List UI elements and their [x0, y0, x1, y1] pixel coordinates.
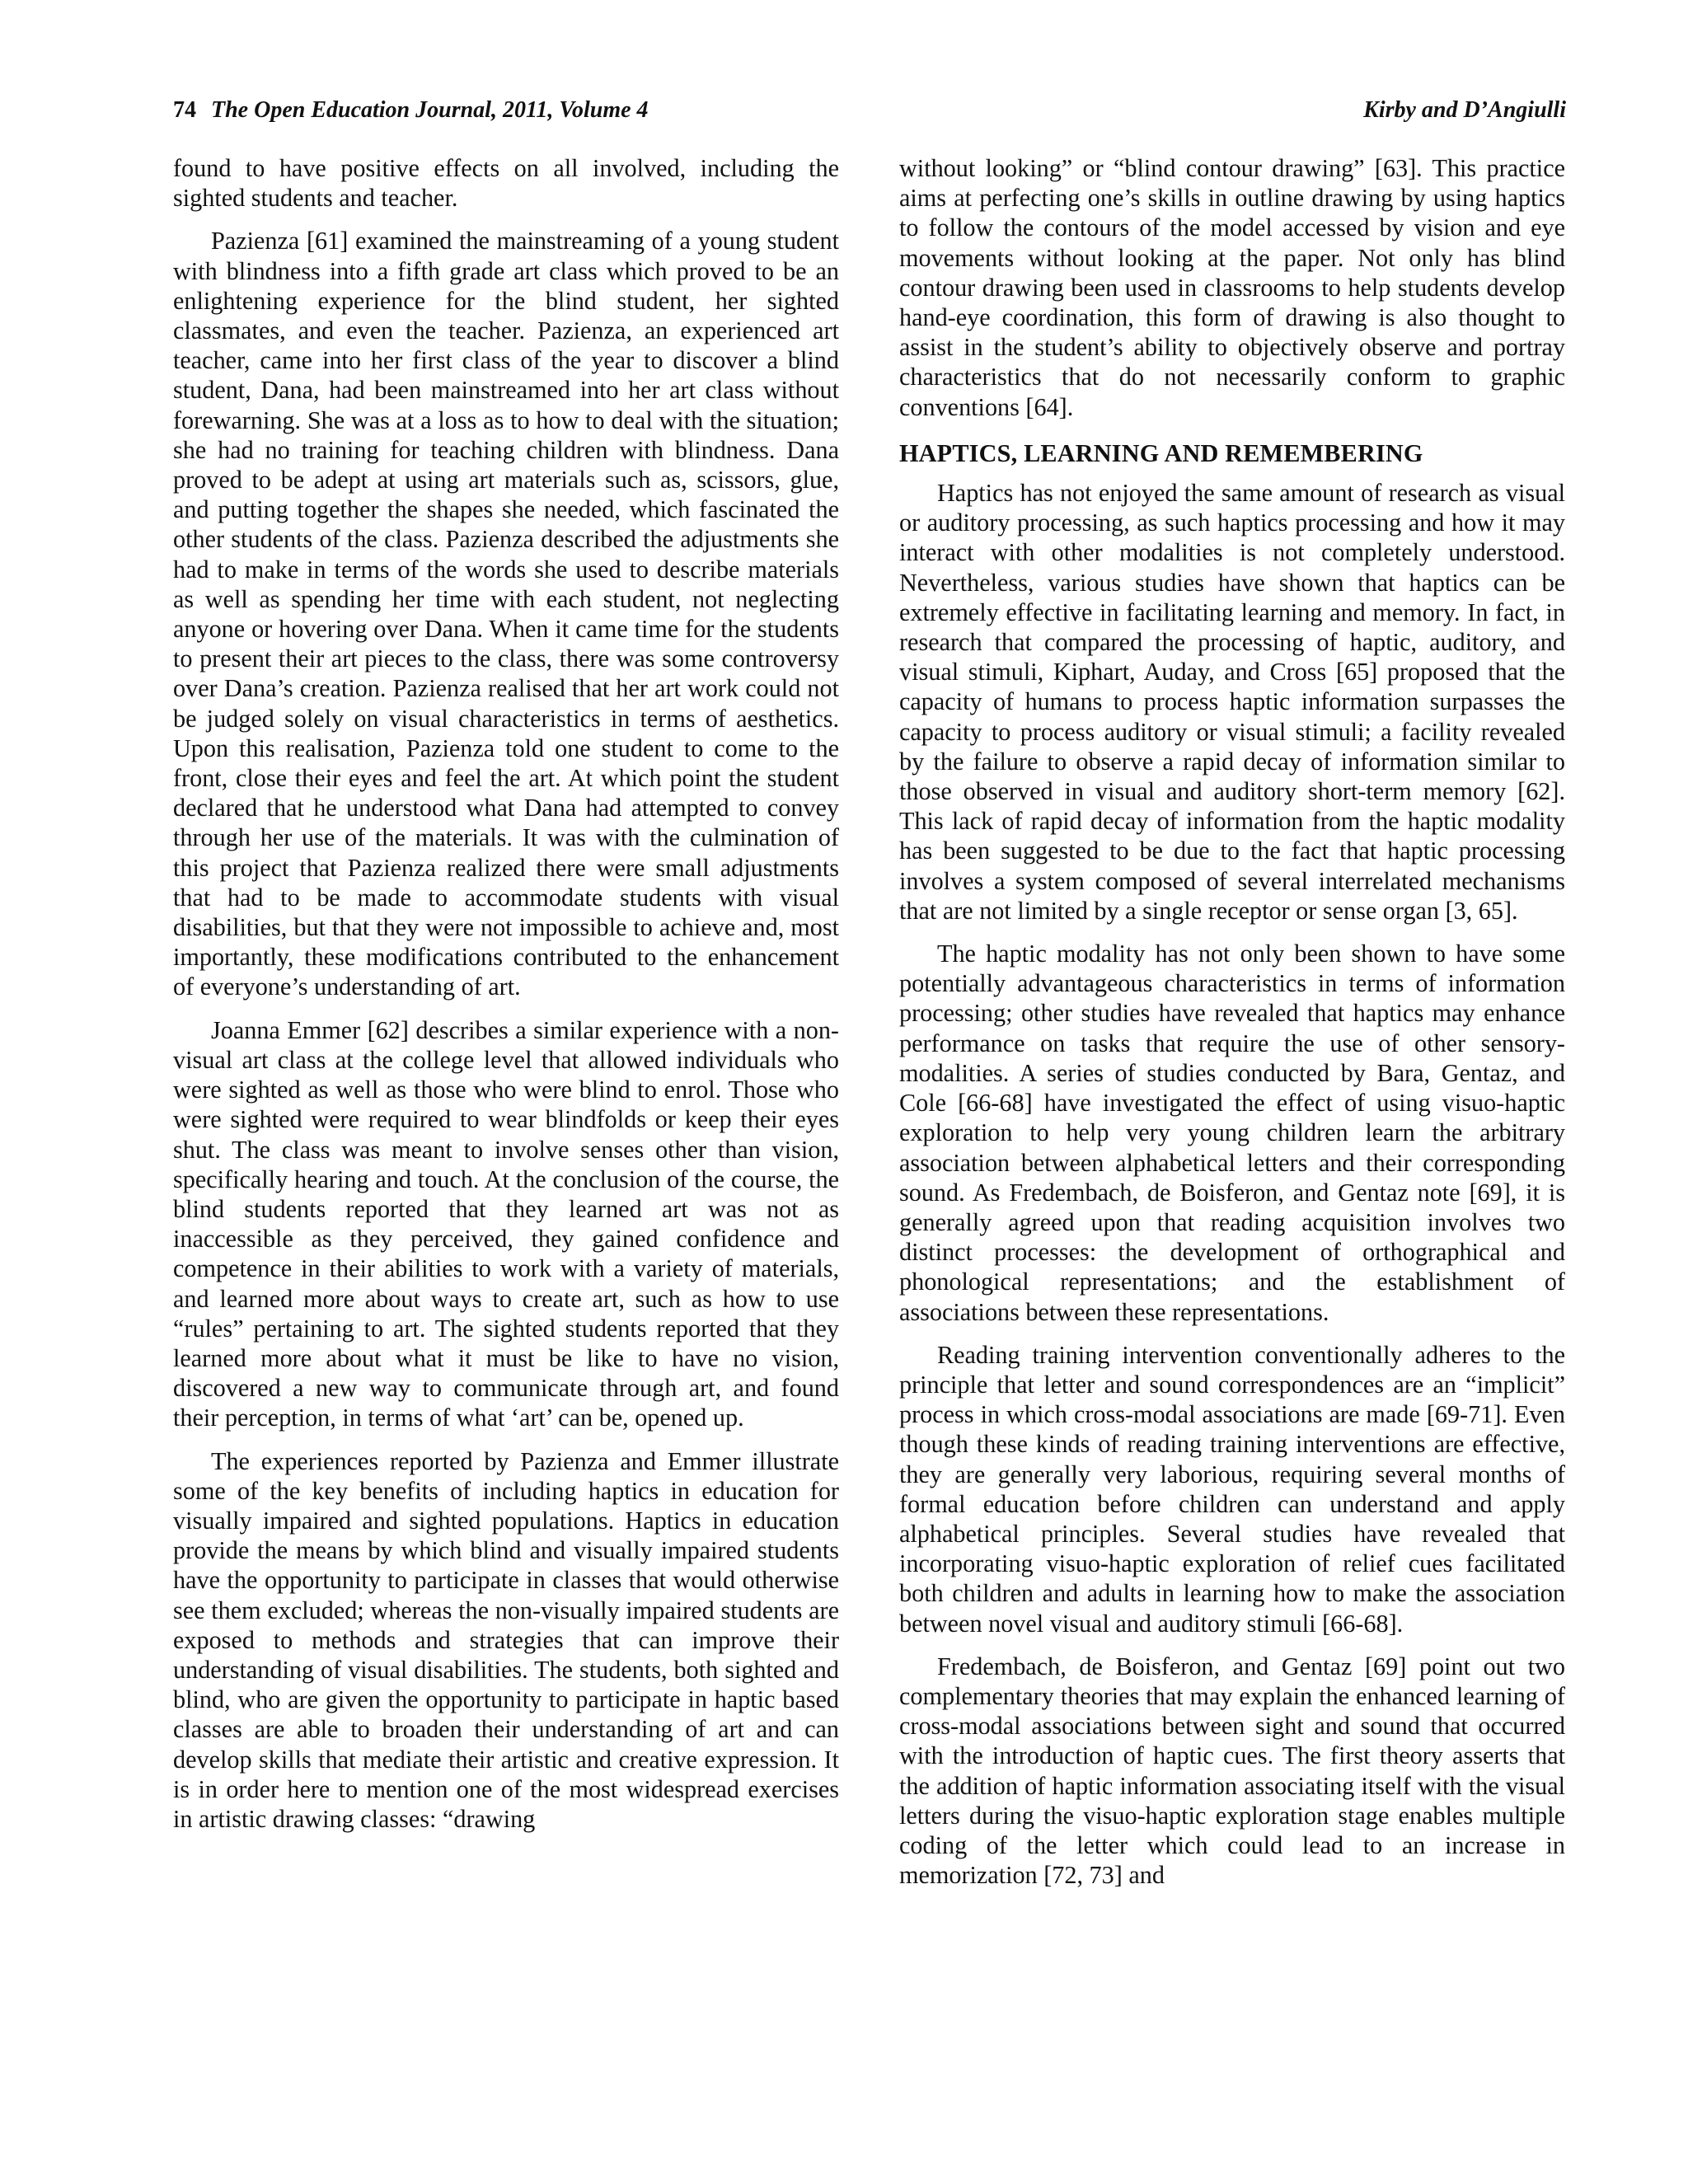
section-heading: HAPTICS, LEARNING AND REMEMBERING — [899, 438, 1423, 467]
paragraph: Haptics has not enjoyed the same amount of research as visual or auditory processing, as such haptics processing and how it may interact with other modalities is not completely understood. Nevertheless, various studies have shown that haptics can be extremely effective in facilitating learning and memory. In fact, in research that compared the processing of haptic, auditory, and visual stimuli, Kiphart, Auday, and Cross [65] proposed that the capacity of humans to process haptic information surpasses the capacity to process auditory or visual stimuli; a facility revealed by the failure to observe a rapid decay of information similar to those observed in visual and auditory short-term memory [62]. This lack of rapid decay of information from the haptic modality has been suggested to be due to the fact that haptic processing involves a system composed of several interrelated mechanisms that are not limited by a single receptor or sense organ [3, 65]. — [899, 479, 1565, 925]
paragraph: without looking” or “blind contour drawing” [63]. This practice aims at perfecting one’s skills in outline drawing by using haptics to follow the contours of the model accessed by vision and eye movements without looking at the paper. Not only has blind contour drawing been used in classrooms to help students develop hand-eye coordination, this form of drawing is also thought to assist in the student’s ability to objectively observe and portray characteristics that do not necessarily conform to graphic conventions [64]. — [899, 154, 1565, 421]
running-authors: Kirby and D’Angiulli — [1363, 97, 1566, 123]
paragraph: The experiences reported by Pazienza and Emmer illustrate some of the key benefits of including haptics in education for visually impaired and sighted populations. Haptics in education provide the means by which blind and visually impaired students have the opportunity to participate in classes that would otherwise see them excluded; whereas the non-visually impaired students are exposed to methods and strategies that can improve their understanding of visual disabilities. The students, both sighted and blind, who are given the opportunity to participate in haptic based classes are able to broaden their understanding of art and can develop skills that mediate their artistic and creative expression. It is in order here to mention one of the most widespread exercises in artistic drawing classes: “drawing — [173, 1446, 839, 1833]
paragraph: Joanna Emmer [62] describes a similar experience with a non-visual art class at the college level that allowed individuals who were sighted as well as those who were blind to enrol. Those who were sighted were required to wear blindfolds or keep their eyes shut. The class was meant to involve senses other than vision, specifically hearing and touch. At the conclusion of the course, the blind students reported that they learned art was not as inaccessible as they perceived, they gained confidence and competence in their abilities to work with a variety of materials, and learned more about ways to create art, such as how to use “rules” pertaining to art. The sighted students reported that they learned more about what it must be like to have no vision, discovered a new way to communicate through art, and found their perception, in terms of what ‘art’ can be, opened up. — [173, 1015, 839, 1432]
paragraph: Fredembach, de Boisferon, and Gentaz [69] point out two complementary theories that may explain the enhanced learning of cross-modal associations between sight and sound that occurred with the introduction of haptic cues. The first theory asserts that the addition of haptic information associating itself with the visual letters during the visuo-haptic exploration stage enables multiple coding of the letter which could lead to an increase in memorization [72, 73] and — [899, 1652, 1565, 1890]
paragraph: The haptic modality has not only been shown to have some potentially advantageous characteristics in terms of information processing; other studies have revealed that haptics may enhance performance on tasks that require the use of other sensory-modalities. A series of studies conducted by Bara, Gentaz, and Cole [66-68] have investigated the effect of using visuo-haptic exploration to help very young children learn the arbitrary association between alphabetical letters and their corresponding sound. As Fredembach, de Boisferon, and Gentaz note [69], it is generally agreed upon that reading acquisition involves two distinct processes: the development of orthographical and phonological representations; and the establishment of associations between these representations. — [899, 940, 1565, 1326]
left-column — [173, 153, 839, 1847]
paragraph: found to have positive effects on all involved, including the sighted students and teacher. — [173, 154, 839, 213]
right-column — [899, 153, 1565, 1903]
paragraph: Reading training intervention conventionally adheres to the principle that letter and sound correspondences are an “implicit” process in which cross-modal associations are made [69-71]. Even though these kinds of reading training interventions are effective, they are generally very laborious, requiring several months of formal education before children can understand and apply alphabetical principles. Several studies have revealed that incorporating visuo-haptic exploration of relief cues facilitated both children and adults in learning how to make the association between novel visual and auditory stimuli [66-68]. — [899, 1340, 1565, 1638]
paragraph: Pazienza [61] examined the mainstreaming of a young student with blindness into a fifth grade art class which proved to be an enlightening experience for the blind student, her sighted classmates, and even the teacher. Pazienza, an experienced art teacher, came into her first class of the year to discover a blind student, Dana, had been mainstreamed into her art class without forewarning. She was at a loss as to how to deal with the situation; she had no training for teaching children with blindness. Dana proved to be adept at using art materials such as, scissors, glue, and putting together the shapes she needed, which fascinated the other students of the class. Pazienza described the adjustments she had to make in terms of the words she used to describe materials as well as spending her time with each student, not neglecting anyone or hovering over Dana. When it came time for the students to present their art pieces to the class, there was some controversy over Dana’s creation. Pazienza realised that her art work could not be judged solely on visual characteristics in terms of aesthetics. Upon this realisation, Pazienza told one student to come to the front, close their eyes and feel the art. At which point the student declared that he understood what Dana had attempted to convey through her use of the materials. It was with the culmination of this project that Pazienza realized there were small adjustments that had to be made to accommodate students with visual disabilities, but that they were not impossible to achieve and, most importantly, these modifications contributed to the enhancement of everyone’s understanding of art. — [173, 227, 839, 1001]
running-header — [173, 97, 1566, 130]
journal-title: The Open Education Journal, 2011, Volume 4 — [211, 97, 649, 123]
page-number: 74 — [173, 97, 196, 123]
